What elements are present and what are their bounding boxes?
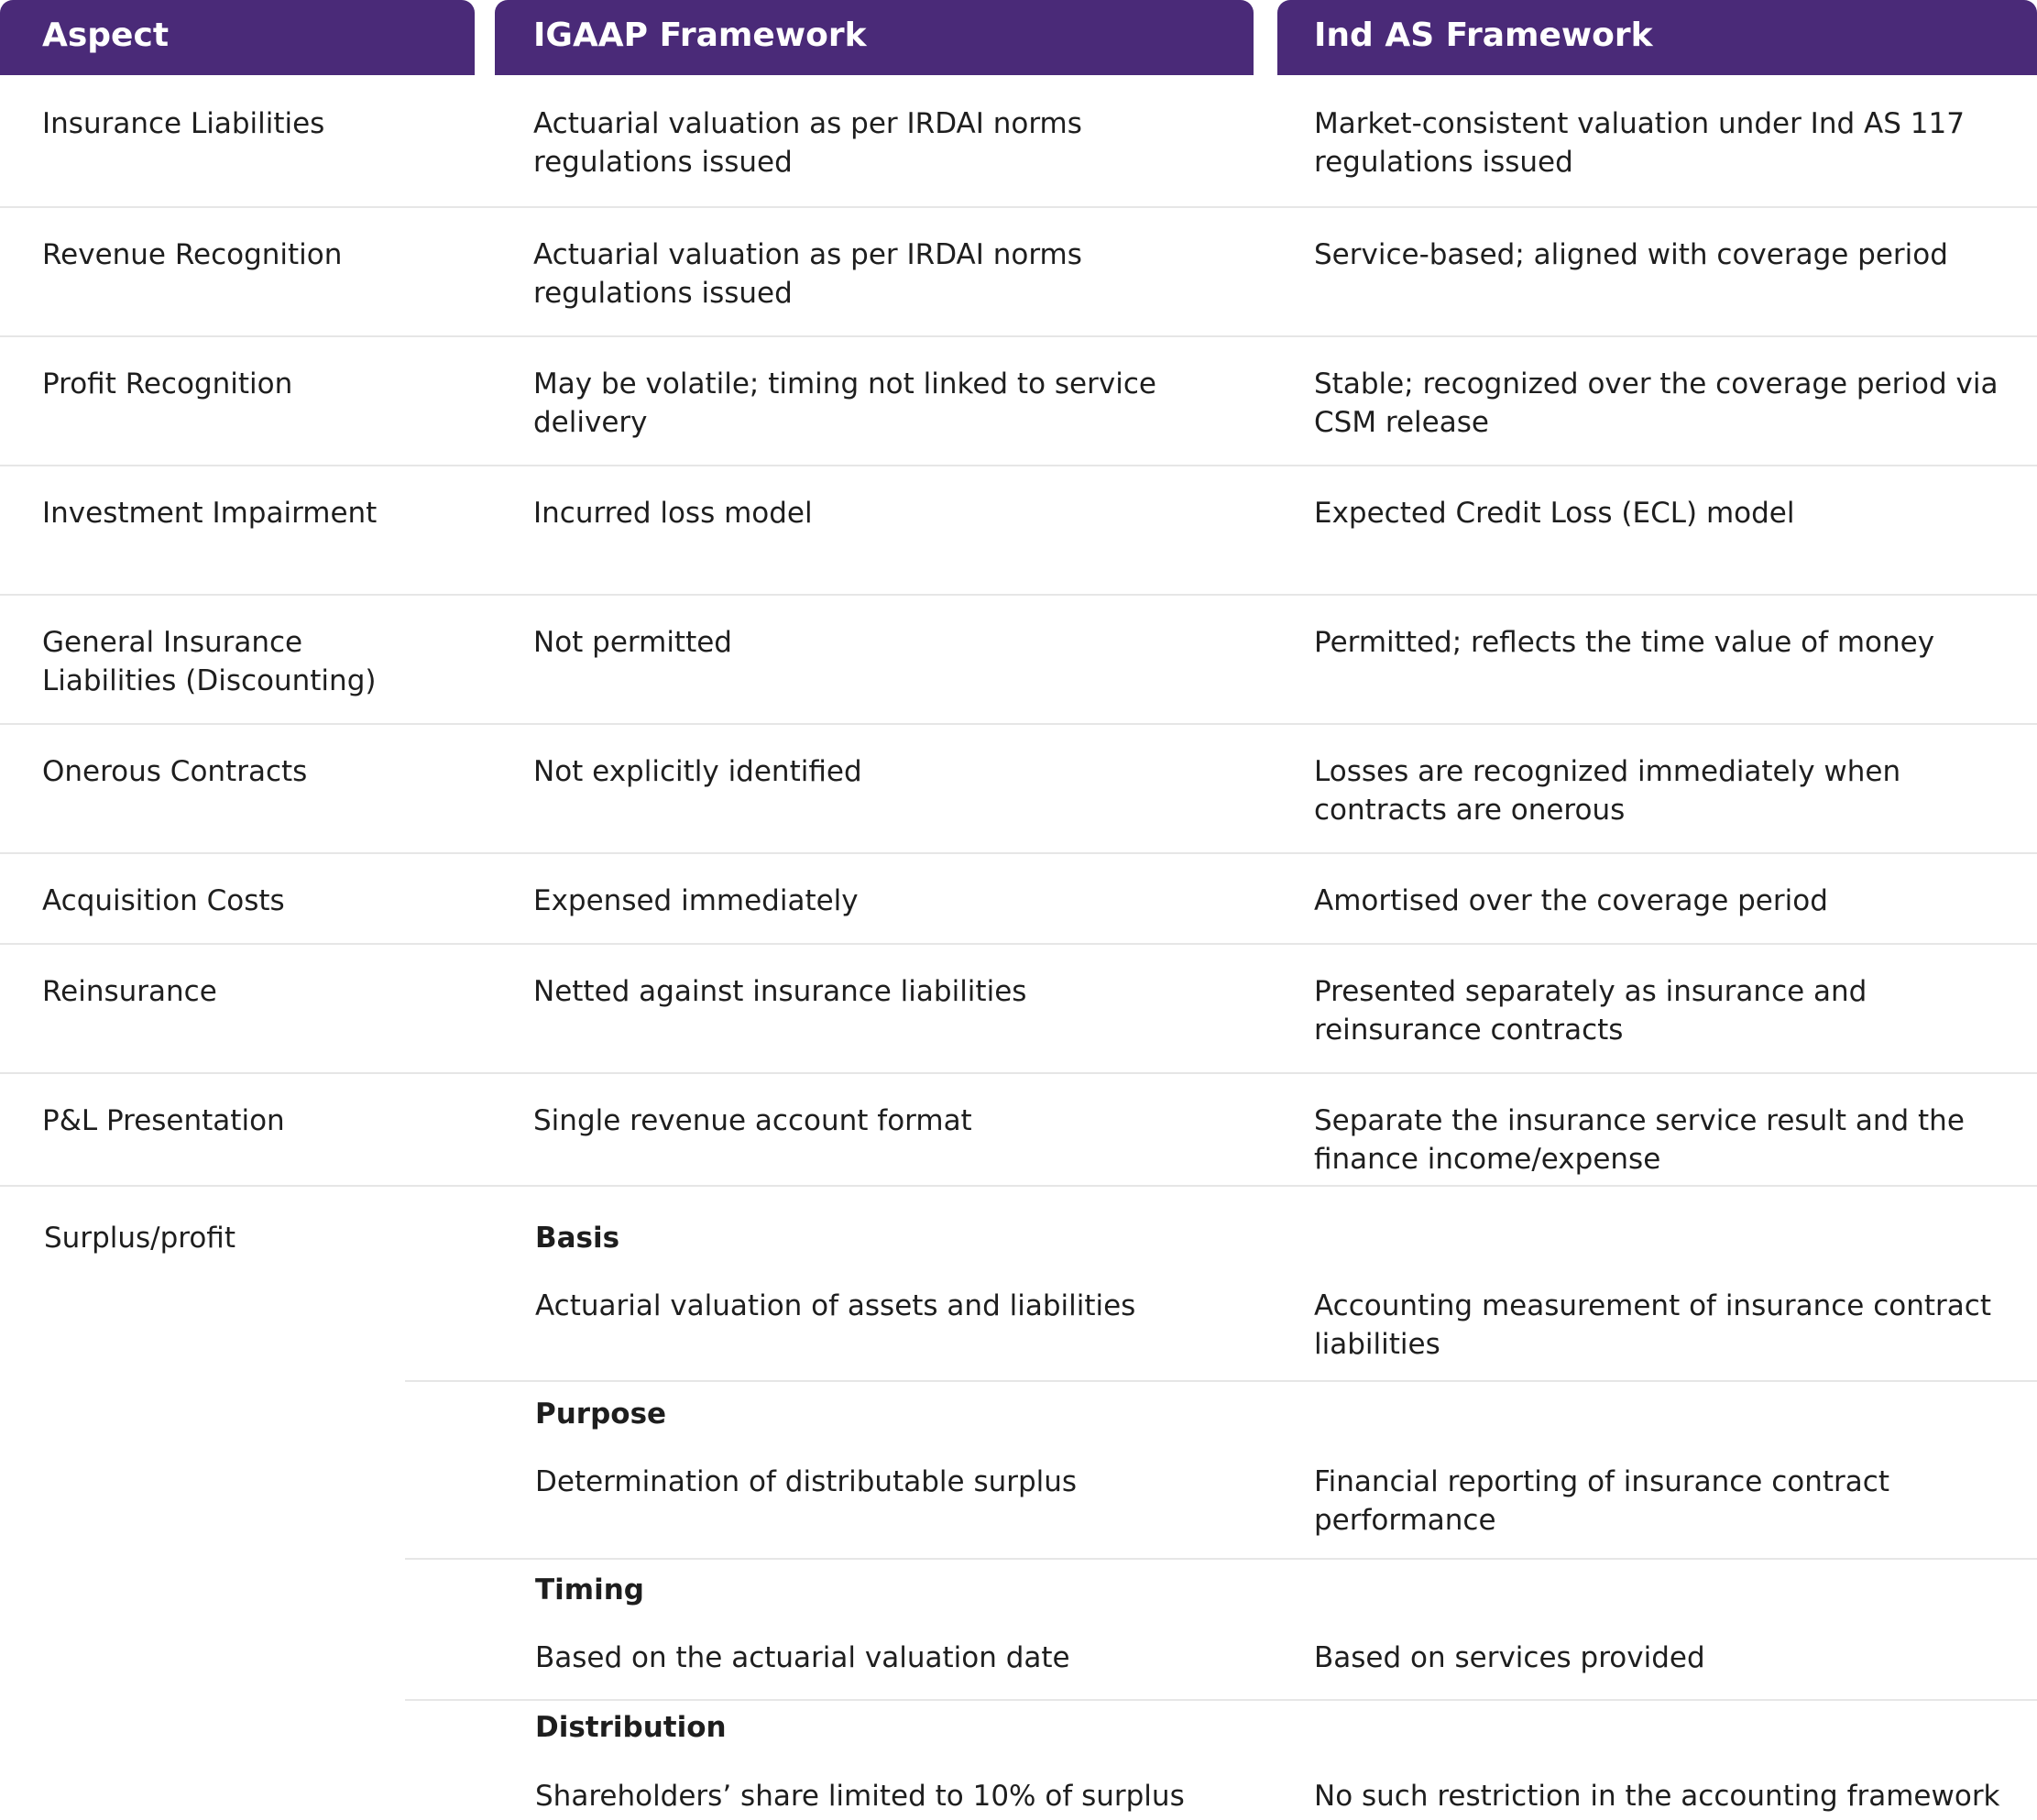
indas-cell: Losses are recognized immediately when contracts are onerous: [1314, 755, 1901, 827]
subrow-igaap: Based on the actuarial valuation date: [535, 1641, 1070, 1674]
subrow-label: Timing: [535, 1573, 644, 1606]
igaap-cell: Expensed immediately: [533, 884, 859, 917]
table-row: [0, 852, 2037, 945]
subrow-indas: Financial reporting of insurance contract performance: [1314, 1465, 1889, 1537]
indas-cell: Presented separately as insurance and reinsurance contracts: [1314, 975, 1867, 1047]
aspect-cell: Revenue Recognition: [42, 238, 343, 271]
table-row: [0, 465, 2037, 596]
table-row: [0, 943, 2037, 1074]
subrow-label: Distribution: [535, 1711, 727, 1744]
surplus-aspect-cell: Surplus/profit: [44, 1222, 235, 1255]
subrow-igaap: Determination of distributable surplus: [535, 1465, 1078, 1498]
surplus-subrow-timing: [405, 1558, 2037, 1701]
subrow-indas: Accounting measurement of insurance contract liabilities: [1314, 1289, 1991, 1361]
subrow-label: Purpose: [535, 1398, 667, 1431]
subrow-indas: Based on services provided: [1314, 1641, 1705, 1674]
indas-cell: Stable; recognized over the coverage period via CSM release: [1314, 367, 1999, 439]
igaap-cell: Actuarial valuation as per IRDAI norms regulations issued: [533, 107, 1082, 179]
subrow-igaap: Actuarial valuation of assets and liabilities: [535, 1289, 1136, 1322]
aspect-cell: Profit Recognition: [42, 367, 293, 400]
header-igaap: IGAAP Framework: [495, 0, 1254, 75]
indas-cell: Amortised over the coverage period: [1314, 884, 1828, 917]
surplus-subrow-purpose: [405, 1380, 2037, 1560]
igaap-cell: Single revenue account format: [533, 1104, 972, 1137]
igaap-cell: Netted against insurance liabilities: [533, 975, 1027, 1008]
header-aspect: Aspect: [0, 0, 475, 75]
igaap-cell: Not permitted: [533, 626, 732, 659]
indas-cell: Market-consistent valuation under Ind AS 117 regulations issued: [1314, 107, 1965, 179]
indas-cell: Separate the insurance service result and the finance income/expense: [1314, 1104, 1965, 1176]
surplus-subrow-basis: [405, 1187, 2037, 1382]
igaap-cell: May be volatile; timing not linked to service delivery: [533, 367, 1156, 439]
subrow-label: Basis: [535, 1222, 620, 1255]
aspect-cell: Reinsurance: [42, 975, 217, 1008]
table-row: [0, 75, 2037, 208]
table-row: [0, 594, 2037, 725]
subrow-igaap: Shareholders’ share limited to 10% of surplus: [535, 1780, 1185, 1813]
igaap-cell: Actuarial valuation as per IRDAI norms regulations issued: [533, 238, 1082, 310]
aspect-cell: Acquisition Costs: [42, 884, 285, 917]
table-row: [0, 723, 2037, 854]
indas-cell: Permitted; reflects the time value of money: [1314, 626, 1935, 659]
indas-cell: Expected Credit Loss (ECL) model: [1314, 497, 1795, 530]
aspect-cell: P&L Presentation: [42, 1104, 285, 1137]
subrow-indas: No such restriction in the accounting framework: [1314, 1780, 2000, 1813]
igaap-cell: Not explicitly identified: [533, 755, 862, 788]
table-row: [0, 335, 2037, 466]
aspect-cell: Investment Impairment: [42, 497, 378, 530]
igaap-cell: Incurred loss model: [533, 497, 813, 530]
surplus-subrow-distribution: [405, 1699, 2037, 1818]
header-indas: Ind AS Framework: [1277, 0, 2037, 75]
aspect-cell: Onerous Contracts: [42, 755, 308, 788]
table-row: [0, 1072, 2037, 1187]
aspect-cell: Insurance Liabilities: [42, 107, 325, 140]
table-row: [0, 206, 2037, 337]
indas-cell: Service-based; aligned with coverage period: [1314, 238, 1948, 271]
aspect-cell: General Insurance Liabilities (Discounting): [42, 626, 377, 697]
